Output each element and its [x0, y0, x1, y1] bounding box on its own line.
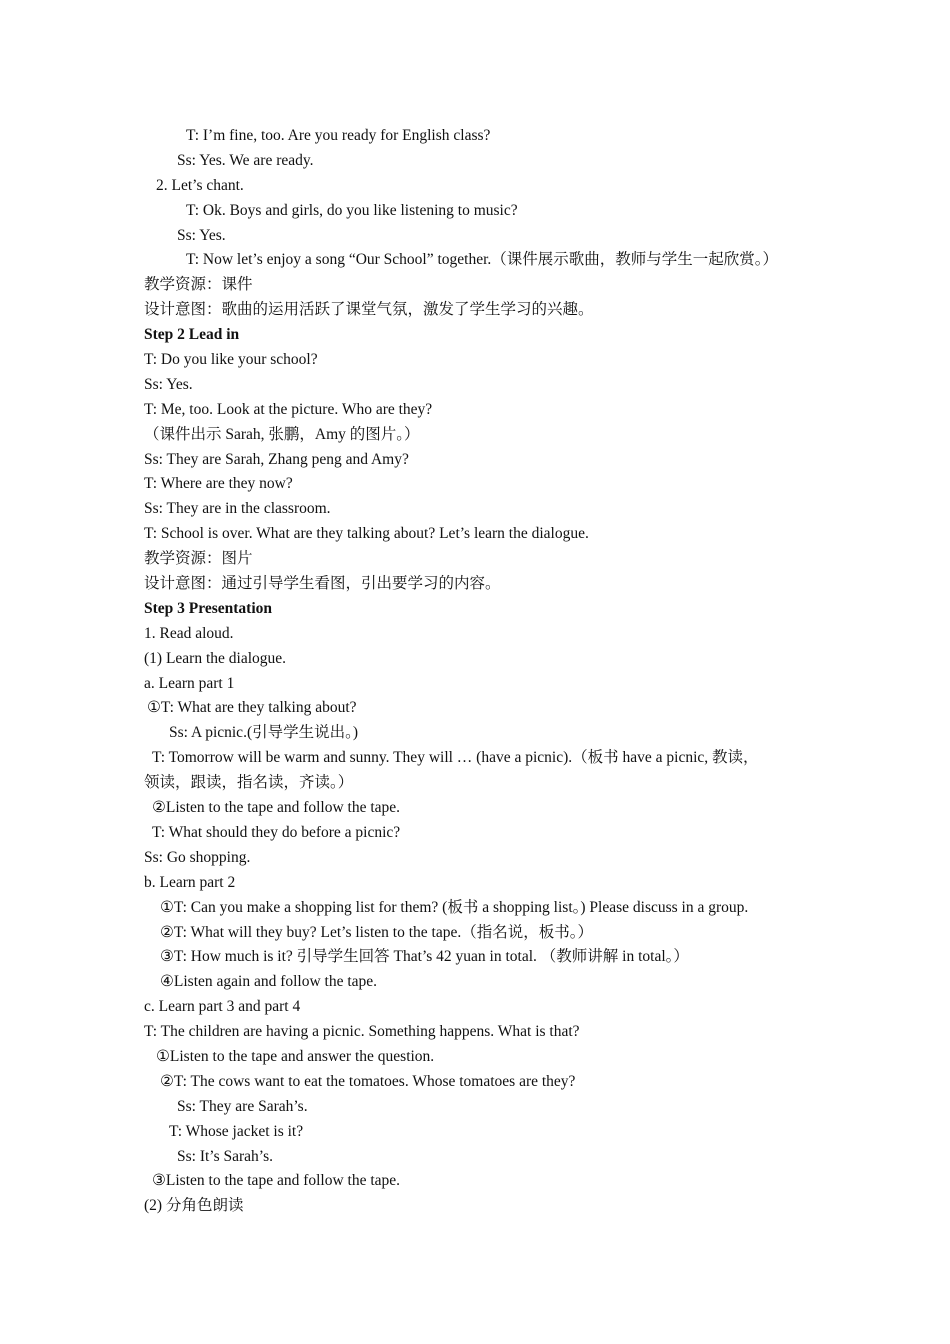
text-line: (1) Learn the dialogue. — [144, 649, 287, 667]
text-line: T: I’m fine, too. Are you ready for English class? — [186, 127, 491, 144]
section-heading: Step 2 Lead in — [144, 326, 240, 344]
text-line: ①Listen to the tape and answer the question. — [156, 1047, 435, 1065]
text-line: 设计意图：通过引导学生看图，引出要学习的内容。 — [144, 575, 501, 593]
text-line: Ss: A picnic.(引导学生说出。) — [169, 724, 359, 742]
text-line: ①T: What are they talking about? — [147, 699, 357, 717]
text-line: ③T: How much is it? 引导学生回答 That’s 42 yuan in total. （教师讲解 in total。） — [160, 948, 689, 966]
text-line: T: What should they do before a picnic? — [152, 823, 401, 841]
text-line: T: Me, too. Look at the picture. Who are they? — [144, 400, 433, 418]
text-line: T: Do you like your school? — [144, 351, 318, 369]
text-line: T: Where are they now? — [144, 475, 293, 493]
text-line: Ss: Yes. — [177, 226, 226, 244]
text-line: c. Learn part 3 and part 4 — [144, 998, 301, 1016]
text-line: 2. Let’s chant. — [156, 176, 244, 194]
text-line: 1. Read aloud. — [144, 624, 234, 642]
text-line: a. Learn part 1 — [144, 674, 235, 692]
text-line: Ss: They are in the classroom. — [144, 500, 331, 518]
text-line: T: Now let’s enjoy a song “Our School” together.（课件展示歌曲，教师与学生一起欣赏。） — [186, 251, 779, 269]
text-line: ②Listen to the tape and follow the tape. — [152, 799, 401, 817]
text-line: Ss: It’s Sarah’s. — [177, 1147, 274, 1165]
text-line: Ss: They are Sarah, Zhang peng and Amy? — [144, 450, 409, 468]
text-line: T: Ok. Boys and girls, do you like listening to music? — [186, 201, 518, 219]
text-line: 领读，跟读，指名读，齐读。） — [144, 774, 354, 792]
text-line: T: The children are having a picnic. Something happens. What is that? — [144, 1023, 580, 1041]
text-line: 教学资源：课件 — [144, 276, 253, 294]
text-line: （课件出示 Sarah, 张鹏，Amy 的图片。） — [144, 425, 420, 443]
document-body — [144, 124, 824, 1219]
text-line: Ss: Yes. — [144, 375, 193, 393]
section-heading: Step 3 Presentation — [144, 599, 273, 617]
text-line: ②T: What will they buy? Let’s listen to the tape.（指名说，板书。） — [160, 923, 593, 941]
text-line: ③Listen to the tape and follow the tape. — [152, 1172, 401, 1190]
text-line: Ss: Yes. We are ready. — [177, 151, 314, 169]
text-line: T: School is over. What are they talking about? Let’s learn the dialogue. — [144, 525, 589, 543]
text-line: ②T: The cows want to eat the tomatoes. Whose tomatoes are they? — [160, 1072, 576, 1090]
text-line: (2) 分角色朗读 — [144, 1197, 244, 1215]
text-line: b. Learn part 2 — [144, 873, 236, 891]
text-line: 设计意图：歌曲的运用活跃了课堂气氛，激发了学生学习的兴趣。 — [144, 301, 594, 319]
text-line: Ss: Go shopping. — [144, 848, 251, 866]
text-line: ①T: Can you make a shopping list for them? (板书 a shopping list。) Please discuss in a group. — [160, 898, 749, 916]
text-line: T: Tomorrow will be warm and sunny. They will … (have a picnic).（板书 have a picnic, 教读， — [152, 749, 759, 767]
text-line: ④Listen again and follow the tape. — [160, 973, 378, 991]
text-line: Ss: They are Sarah’s. — [177, 1097, 308, 1115]
text-line: T: Whose jacket is it? — [169, 1122, 304, 1140]
text-line: 教学资源：图片 — [144, 550, 253, 568]
